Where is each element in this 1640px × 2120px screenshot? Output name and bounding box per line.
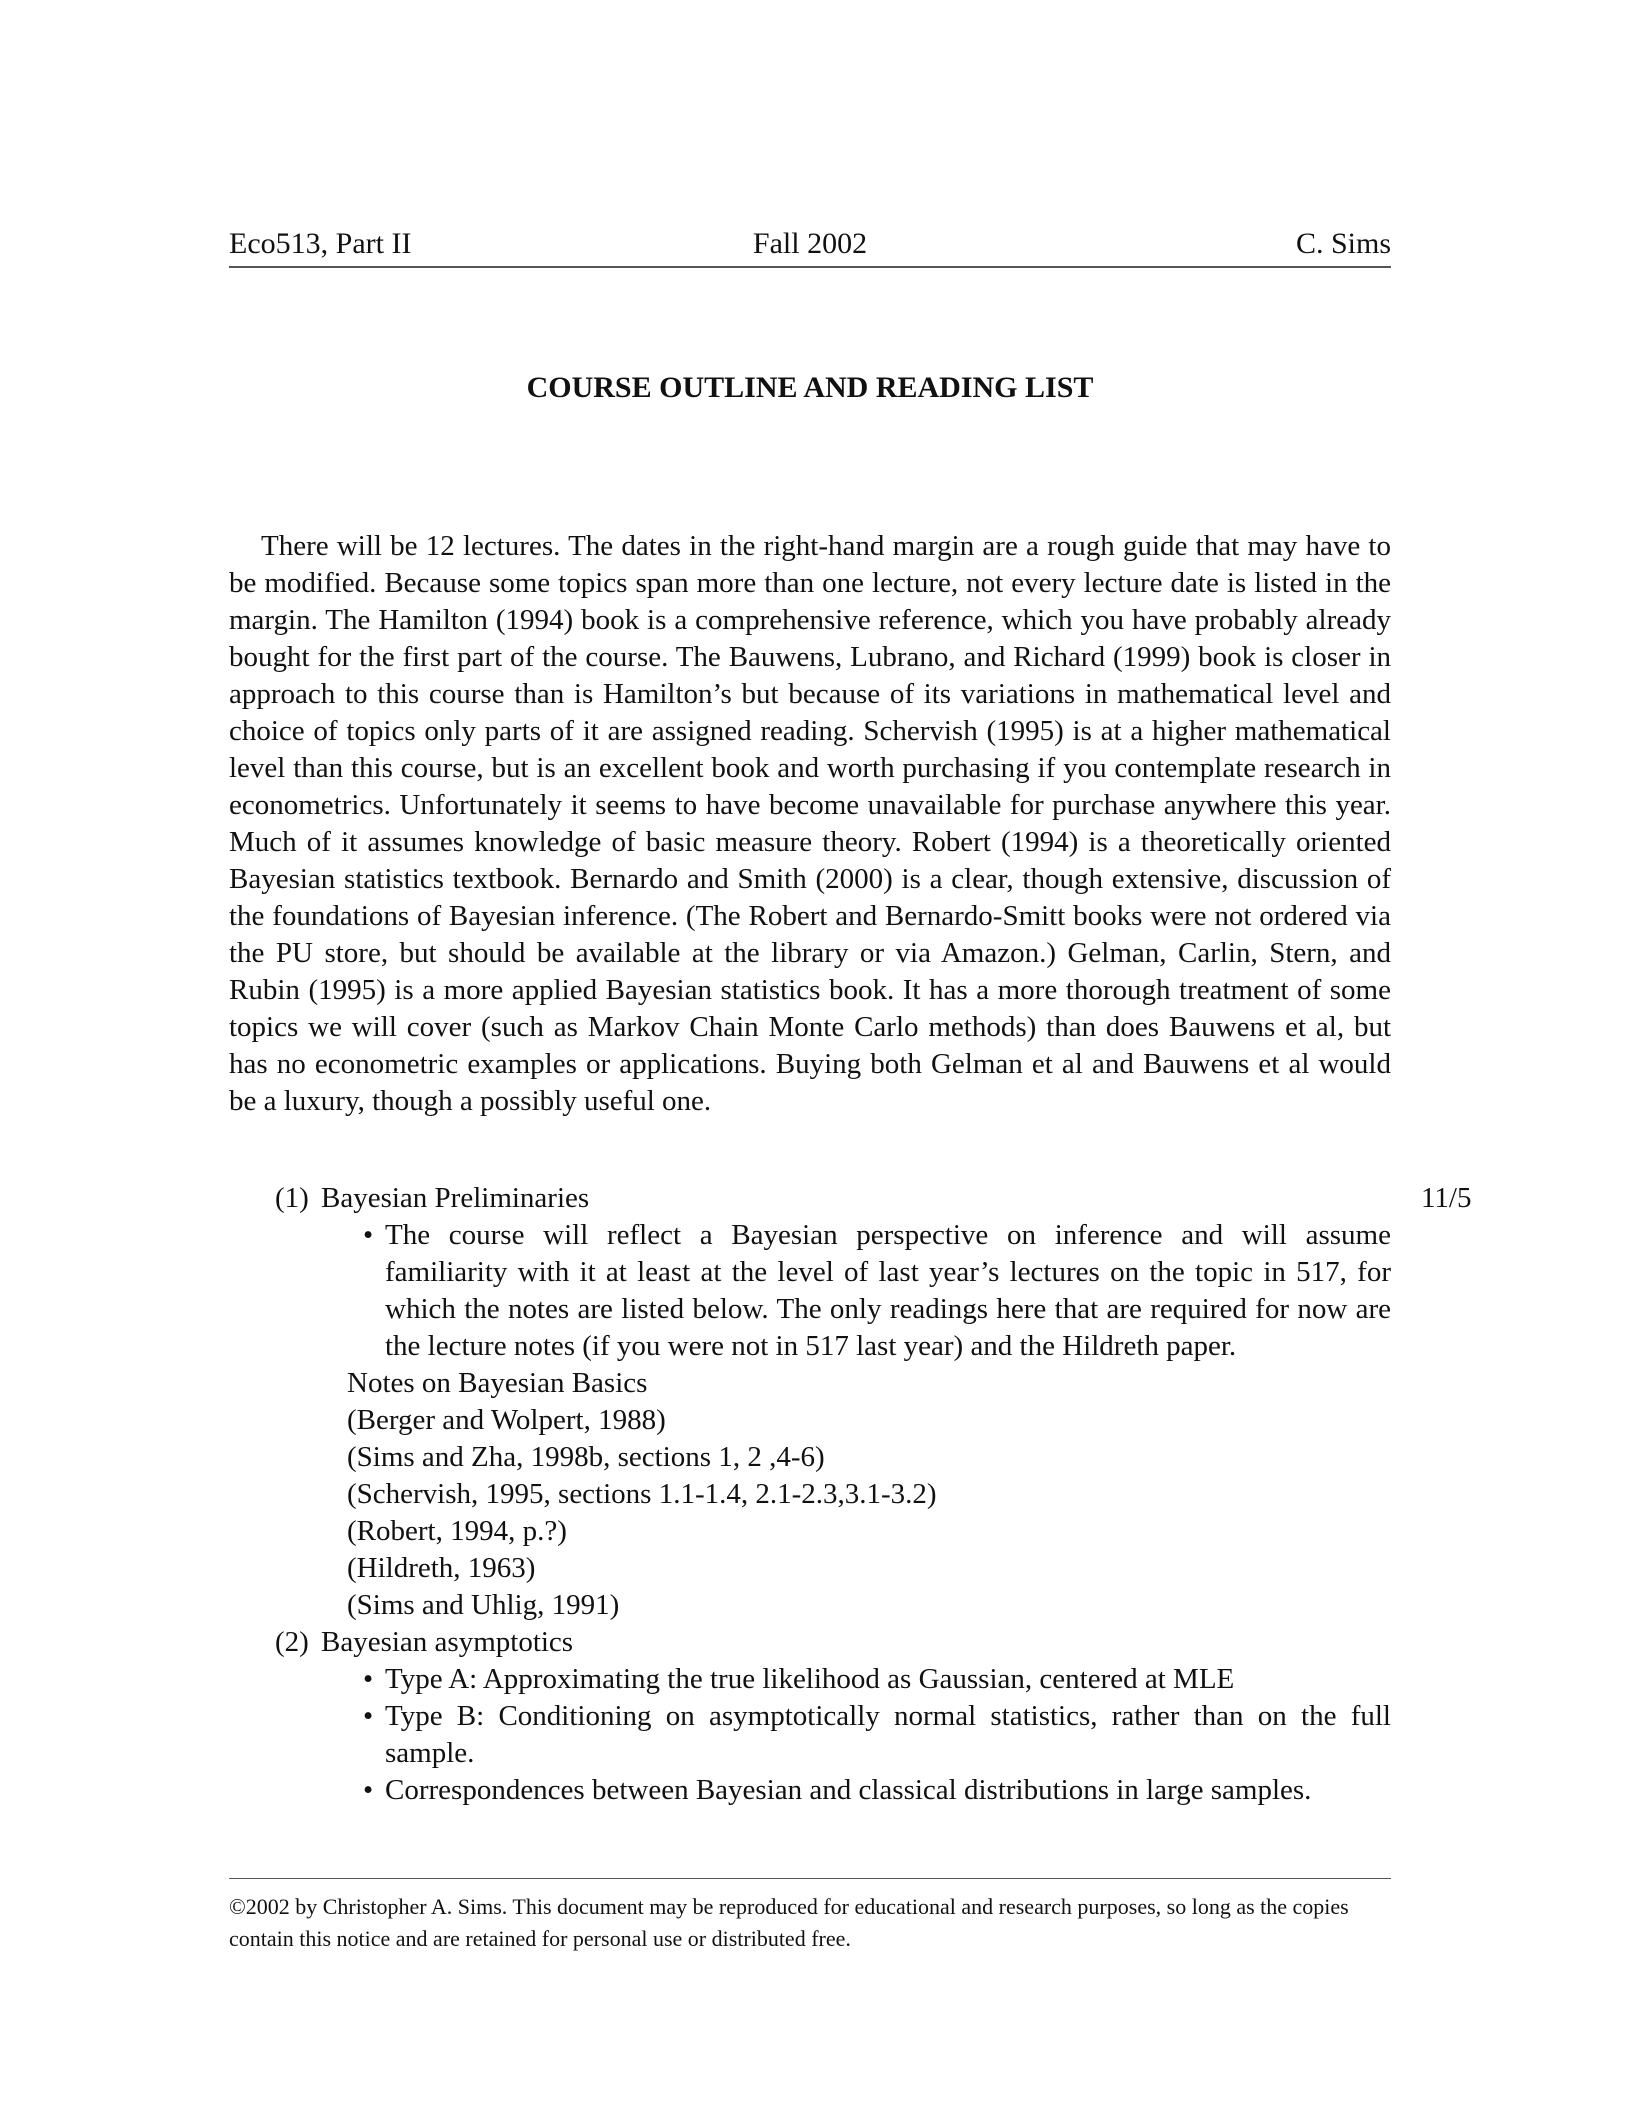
bullet-list	[229, 1217, 1391, 1365]
reading-item: (Schervish, 1995, sections 1.1-1.4, 2.1-2.3,3.1-3.2)	[347, 1478, 937, 1510]
reading-item: Notes on Bayesian Basics	[347, 1367, 648, 1399]
section-heading	[229, 1180, 1472, 1217]
course-outline	[229, 1180, 1472, 1809]
reading-item: (Hildreth, 1963)	[347, 1552, 536, 1584]
bullet-item: • The course will reflect a Bayesian perspective on inference and will assume familiarity with it at least at the level of last year’s lectures on the topic in 517, for which the notes are listed below. The only readings here that are required for now are the lecture notes (if you were not in 517 last year) and the Hildreth paper.	[385, 1217, 1391, 1365]
reading-item: (Robert, 1994, p.?)	[347, 1515, 567, 1547]
document-page	[229, 0, 1472, 2120]
section-title: Bayesian asymptotics	[321, 1626, 574, 1658]
outline-section-2	[229, 1624, 1391, 1809]
section-date: 11/5	[1421, 1182, 1472, 1214]
section-number: (1)	[275, 1182, 309, 1214]
bullet-list	[229, 1661, 1391, 1809]
section-heading	[229, 1624, 1391, 1661]
section-number: (2)	[275, 1626, 309, 1658]
intro-paragraph: There will be 12 lectures. The dates in the right-hand margin are a rough guide that may have to be modified. Because some topics span more than one lecture, not every lecture date is listed in the margin. The Hamilton (1994) book is a comprehensive reference, which you have probably already bought for the first part of the course. The Bauwens, Lubrano, and Richard (1999) book is closer in approach to this course than is Hamilton’s but because of its variations in mathematical level and choice of topics only parts of it are assigned reading. Schervish (1995) is at a higher mathematical level than this course, but is an excellent book and worth purchasing if you contemplate research in econometrics. Unfortunately it seems to have become unavailable for purchase anywhere this year. Much of it assumes knowledge of basic measure theory. Robert (1994) is a theoretically oriented Bayesian statistics textbook. Bernardo and Smith (2000) is a clear, though extensive, discussion of the foundations of Bayesian inference. (The Robert and Bernardo-Smitt books were not ordered via the PU store, but should be available at the library or via Amazon.) Gelman, Carlin, Stern, and Rubin (1995) is a more applied Bayesian statistics book. It has a more thorough treatment of some topics we will cover (such as Markov Chain Monte Carlo methods) than does Bauwens et al, but has no econometric examples or applications. Buying both Gelman et al and Bauwens et al would be a luxury, though a possibly useful one.	[229, 530, 1391, 1117]
reading-item: (Sims and Zha, 1998b, sections 1, 2 ,4-6)	[347, 1441, 825, 1473]
section-title: Bayesian Preliminaries	[321, 1182, 590, 1214]
header-course: Eco513, Part II	[229, 227, 412, 260]
reading-item: (Berger and Wolpert, 1988)	[347, 1404, 666, 1436]
running-header	[229, 222, 1391, 268]
bullet-item: • Correspondences between Bayesian and classical distributions in large samples.	[385, 1772, 1391, 1809]
reading-list	[229, 1365, 1391, 1624]
header-author: C. Sims	[1295, 227, 1391, 260]
bullet-item: • Type B: Conditioning on asymptotically normal statistics, rather than on the full sample.	[385, 1698, 1391, 1772]
header-term: Fall 2002	[752, 227, 868, 260]
bullet-item: • Type A: Approximating the true likelihood as Gaussian, centered at MLE	[385, 1661, 1391, 1698]
document-title: COURSE OUTLINE AND READING LIST	[526, 371, 1094, 404]
outline-section-1	[229, 1180, 1472, 1624]
copyright-footnote: ©2002 by Christopher A. Sims. This document may be reproduced for educational and research purposes, so long as the copies contain this notice and are retained for personal use or distributed free.	[229, 1878, 1391, 1955]
reading-item: (Sims and Uhlig, 1991)	[347, 1589, 620, 1621]
